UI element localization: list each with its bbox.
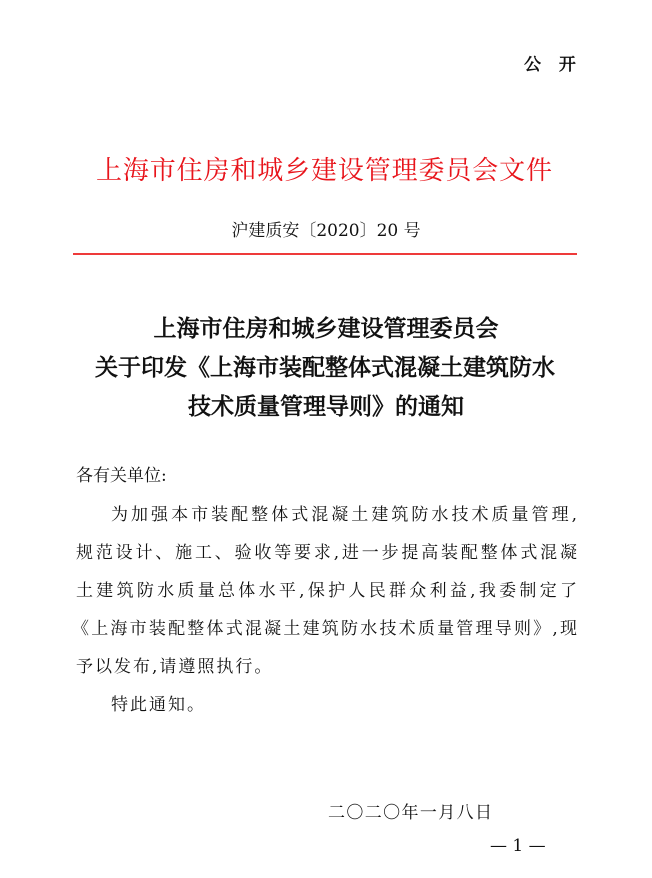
issue-date: 二〇二〇年一月八日 bbox=[328, 803, 492, 823]
document-number: 沪建质安〔2020〕20 号 bbox=[231, 221, 421, 241]
title-line-2: 关于印发《上海市装配整体式混凝土建筑防水 bbox=[95, 355, 555, 381]
closing-line: 特此通知。 bbox=[111, 695, 206, 715]
body-line: 予以发布,请遵照执行。 bbox=[76, 657, 274, 677]
page-number: — 1 — bbox=[490, 836, 546, 856]
title-line-1: 上海市住房和城乡建设管理委员会 bbox=[153, 316, 499, 342]
body-line: 土建筑防水质量总体水平,保护人民群众利益,我委制定了 bbox=[76, 581, 577, 601]
body-line: 规范设计、施工、验收等要求,进一步提高装配整体式混凝 bbox=[76, 543, 577, 563]
issuer-header: 上海市住房和城乡建设管理委员会文件 bbox=[96, 156, 552, 186]
salutation: 各有关单位: bbox=[76, 466, 167, 486]
title-line-3: 技术质量管理导则》的通知 bbox=[188, 394, 464, 420]
body-line: 《上海市装配整体式混凝土建筑防水技术质量管理导则》,现 bbox=[72, 619, 577, 639]
red-divider bbox=[73, 253, 577, 255]
classification-label: 公 开 bbox=[524, 55, 582, 75]
body-line: 为加强本市装配整体式混凝土建筑防水技术质量管理, bbox=[111, 505, 577, 525]
